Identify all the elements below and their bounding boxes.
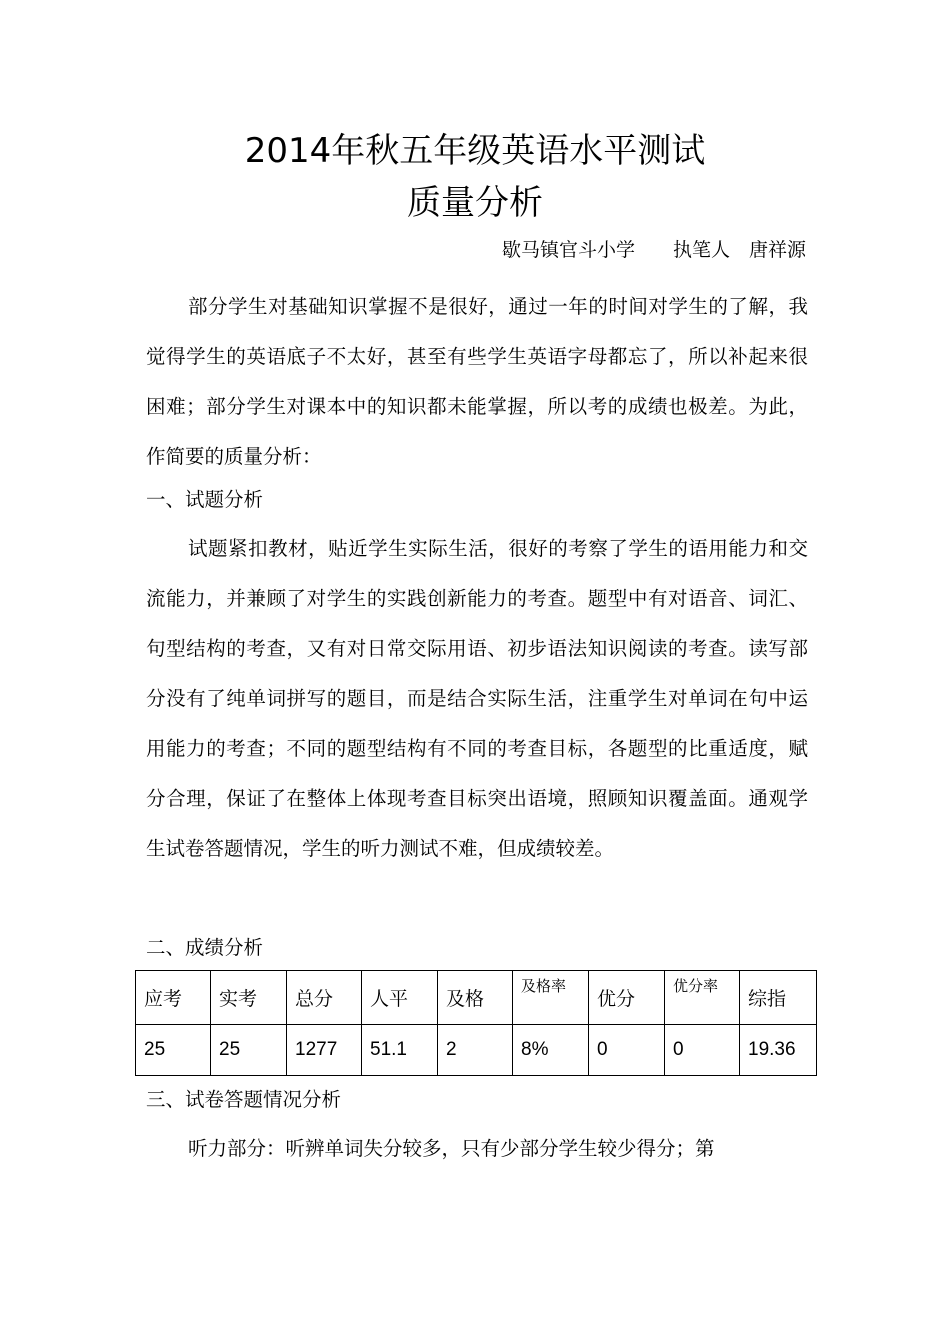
table-cell: 51.1 xyxy=(362,1025,438,1076)
table-cell: 0 xyxy=(589,1025,665,1076)
header-cell-zong-fen: 总分 xyxy=(287,971,362,1025)
section3-paragraph: 听力部分：听辨单词失分较多，只有少部分学生较少得分；第 xyxy=(188,1137,715,1160)
score-table xyxy=(135,970,817,1076)
intro-paragraph: 部分学生对基础知识掌握不是很好，通过一年的时间对学生的了解，我觉得学生的英语底子不太好，甚至有些学生英语字母都忘了，所以补起来很困难；部分学生对课本中的知识都未能掌握，所以考的成绩也极差。为此，作简要的质量分析： xyxy=(146,295,808,468)
header-cell-ying-kao: 应考 xyxy=(136,971,211,1025)
table-cell: 0 xyxy=(665,1025,740,1076)
document-title: 2014年秋五年级英语水平测试 xyxy=(244,131,706,171)
header-cell-ji-ge-lv: 及格率 xyxy=(513,971,589,1025)
header-cell-zong-zhi: 综指 xyxy=(740,971,817,1025)
table-row xyxy=(136,1025,817,1076)
document-subtitle: 质量分析 xyxy=(407,183,543,223)
section1-heading: 一、试题分析 xyxy=(146,488,264,511)
table-cell: 8% xyxy=(513,1025,589,1076)
table-cell: 19.36 xyxy=(740,1025,817,1076)
table-cell: 25 xyxy=(136,1025,211,1076)
table-cell: 1277 xyxy=(287,1025,362,1076)
table-cell: 2 xyxy=(438,1025,513,1076)
header-cell-you-fen: 优分 xyxy=(589,971,665,1025)
author-line: 歇马镇官斗小学 执笔人 唐祥源 xyxy=(501,239,806,261)
section2-heading: 二、成绩分析 xyxy=(146,936,264,959)
header-cell-you-fen-lv: 优分率 xyxy=(665,971,740,1025)
table-cell: 25 xyxy=(211,1025,287,1076)
table-header-row xyxy=(136,971,817,1025)
section3-heading: 三、试卷答题情况分析 xyxy=(146,1088,342,1111)
header-cell-shi-kao: 实考 xyxy=(211,971,287,1025)
header-cell-ren-ping: 人平 xyxy=(362,971,438,1025)
header-cell-ji-ge: 及格 xyxy=(438,971,513,1025)
section1-paragraph: 试题紧扣教材，贴近学生实际生活，很好的考察了学生的语用能力和交流能力，并兼顾了对学生的实践创新能力的考查。题型中有对语音、词汇、句型结构的考查，又有对日常交际用语、初步语法知识阅读的考查。读写部分没有了纯单词拼写的题目，而是结合实际生活，注重学生对单词在句中运用能力的考查；不同的题型结构有不同的考查目标，各题型的比重适度，赋分合理，保证了在整体上体现考查目标突出语境，照顾知识覆盖面。通观学生试卷答题情况，学生的听力测试不难，但成绩较差。 xyxy=(146,537,808,860)
